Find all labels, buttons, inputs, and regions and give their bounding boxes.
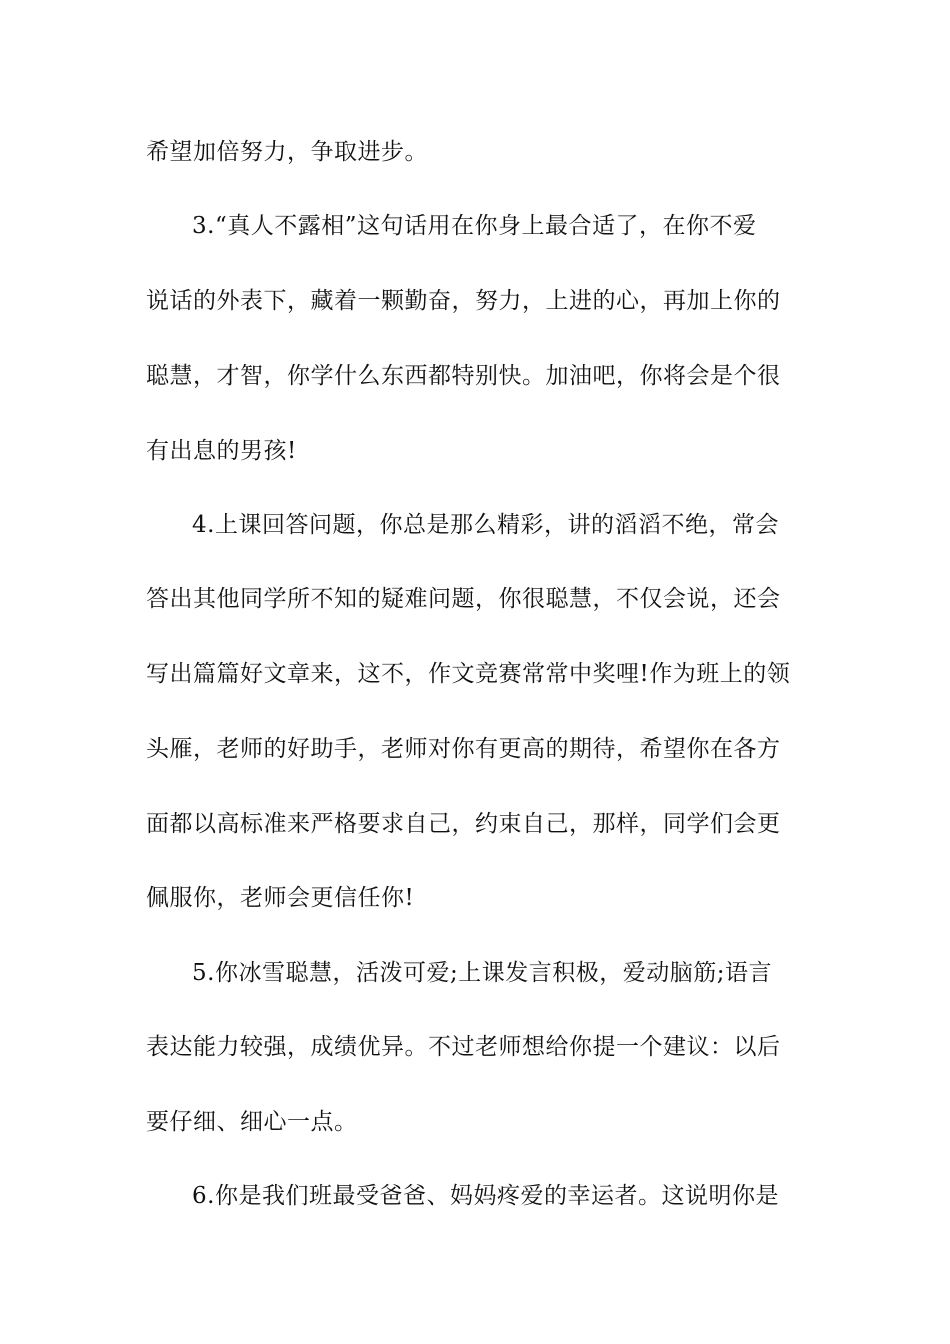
text-line: 要仔细、细心一点。 — [146, 1109, 358, 1135]
text-line: 6.你是我们班最受爸爸、妈妈疼爱的幸运者。这说明你是 — [192, 1183, 779, 1209]
text-line: 3.“真人不露相”这句话用在你身上最合适了，在你不爱 — [192, 213, 757, 239]
text-line: 写出篇篇好文章来，这不，作文竞赛常常中奖哩!作为班上的领 — [146, 661, 791, 687]
text-line: 聪慧，才智，你学什么东西都特别快。加油吧，你将会是个很 — [146, 363, 781, 389]
text-line: 表达能力较强，成绩优异。不过老师想给你提一个建议：以后 — [146, 1034, 781, 1060]
text-line: 有出息的男孩! — [146, 438, 297, 464]
text-line: 头雁，老师的好助手，老师对你有更高的期待，希望你在各方 — [146, 736, 781, 762]
text-line: 5.你冰雪聪慧，活泼可爱;上课发言积极，爱动脑筋;语言 — [192, 960, 772, 986]
text-line: 答出其他同学所不知的疑难问题，你很聪慧，不仅会说，还会 — [146, 586, 781, 612]
text-line: 希望加倍努力，争取进步。 — [146, 139, 428, 165]
text-line: 4.上课回答问题，你总是那么精彩，讲的滔滔不绝，常会 — [192, 512, 779, 538]
text-line: 佩服你，老师会更信任你! — [146, 885, 415, 911]
text-line: 面都以高标准来严格要求自己，约束自己，那样，同学们会更 — [146, 811, 781, 837]
text-line: 说话的外表下，藏着一颗勤奋，努力，上进的心，再加上你的 — [146, 288, 781, 314]
